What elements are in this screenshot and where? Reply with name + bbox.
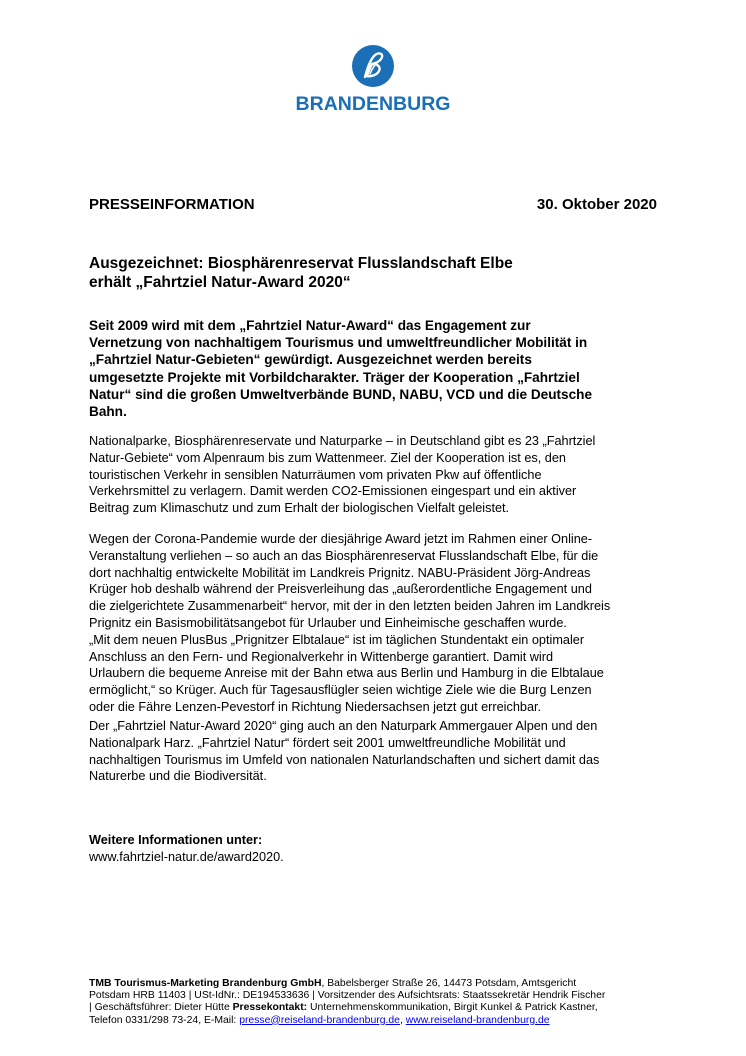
body-paragraph-1 xyxy=(89,433,657,517)
headline-line: erhält „Fahrtziel Natur-Award 2020“ xyxy=(89,274,351,291)
paragraph-line: Nationalpark Harz. „Fahrtziel Natur“ fördert seit 2001 umweltfreundliche Mobilität und xyxy=(89,735,566,750)
paragraph-line: Der „Fahrtziel Natur-Award 2020“ ging auch an den Naturpark Ammergauer Alpen und den xyxy=(89,719,598,733)
footer-separator: , xyxy=(399,1014,406,1026)
headline-line: Ausgezeichnet: Biosphärenreservat Flusslandschaft Elbe xyxy=(89,255,513,272)
lead-line: umgesetzte Projekte mit Vorbildcharakter. Träger der Kooperation „Fahrtziel xyxy=(89,369,580,385)
lead-paragraph xyxy=(89,317,657,420)
body-paragraph-2 xyxy=(89,531,657,716)
paragraph-line: Verkehrsmittel zu verlagern. Damit werden CO2-Emissionen eingespart und ein aktiver xyxy=(89,484,577,499)
website-link[interactable]: www.reiseland-brandenburg.de xyxy=(405,1014,550,1026)
paragraph-line: Beitrag zum Klimaschutz und zum Erhalt der biologischen Vielfalt geleistet. xyxy=(89,501,510,516)
paragraph-line: Krüger hob deshalb während der Preisverleihung das „außerordentliche Engagement und xyxy=(89,582,592,597)
lead-line: Seit 2009 wird mit dem „Fahrtziel Natur-Award“ das Engagement zur xyxy=(89,318,531,333)
paragraph-line: Anschluss an den Fern- und Regionalverkehr in Wittenberge garantiert. Damit wird xyxy=(89,649,554,664)
paragraph-line: „Mit dem neuen PlusBus „Prignitzer Elbtalaue“ ist im täglichen Stundentakt ein optimaler xyxy=(89,632,585,647)
body-paragraph-3 xyxy=(89,718,657,785)
footer-address: , Babelsberger Straße 26, 14473 Potsdam, Amtsgericht xyxy=(321,978,577,989)
more-info-url: www.fahrtziel-natur.de/award2020. xyxy=(89,849,284,864)
footer-line-4 xyxy=(89,1015,659,1027)
press-header xyxy=(89,196,657,216)
lead-line: Vernetzung von nachhaltigem Tourismus und umweltfreundlicher Mobilität in xyxy=(89,335,588,351)
paragraph-line: oder die Fähre Lenzen-Pevestorf in Richtung Niedersachsen jetzt gut erreichbar. xyxy=(89,699,542,714)
paragraph-line: Prignitz ein Basismobilitätsangebot für Urlauber und Einheimische geschaffen wurde. xyxy=(89,615,567,630)
footer xyxy=(89,978,659,1027)
paragraph-line: Naturerbe und die Biodiversität. xyxy=(89,769,267,784)
footer-phone: Telefon 0331/298 73-24, E-Mail: xyxy=(89,1014,240,1026)
footer-line-2: Potsdam HRB 11403 | USt-IdNr.: DE194533636 | Vorsitzender des Aufsichtsrats: Staatssekretär Hendrik Fischer xyxy=(89,990,606,1002)
more-info-label: Weitere Informationen unter: xyxy=(89,833,263,847)
lead-line: Natur“ sind die großen Umweltverbände BUND, NABU, VCD und die Deutsche xyxy=(89,386,593,402)
headline xyxy=(89,254,657,292)
paragraph-line: Wegen der Corona-Pandemie wurde der diesjährige Award jetzt im Rahmen einer Online- xyxy=(89,532,593,546)
paragraph-line: Nationalparke, Biosphärenreservate und Naturparke – in Deutschland gibt es 23 „Fahrtziel xyxy=(89,434,596,448)
brandenburg-emblem-icon xyxy=(351,44,395,88)
paragraph-line: Veranstaltung verliehen – so auch an das Biosphärenreservat Flusslandschaft Elbe, für die xyxy=(89,548,599,563)
press-date: 30. Oktober 2020 xyxy=(536,196,657,213)
paragraph-line: Natur-Gebiete“ vom Alpenraum bis zum Wattenmeer. Ziel der Kooperation ist es, den xyxy=(89,450,566,465)
paragraph-line: nachhaltigen Tourismus im Umfeld von nationalen Naturlandschaften und sichert damit das xyxy=(89,752,600,767)
press-email-link[interactable]: presse@reiseland-brandenburg.de xyxy=(239,1014,400,1026)
footer-company-name: TMB Tourismus-Marketing Brandenburg GmbH xyxy=(89,978,322,989)
logo-wordmark: BRANDENBURG xyxy=(295,93,451,115)
lead-line: „Fahrtziel Natur-Gebieten“ gewürdigt. Ausgezeichnet werden bereits xyxy=(89,352,532,368)
press-contact-names: Unternehmenskommunikation, Birgit Kunkel & Patrick Kastner, xyxy=(307,1002,598,1014)
footer-managing-director: | Geschäftsführer: Dieter Hütte xyxy=(89,1002,233,1014)
more-info xyxy=(89,832,284,866)
footer-line-3 xyxy=(89,1002,659,1014)
lead-line: Bahn. xyxy=(89,404,127,420)
footer-line-1 xyxy=(89,978,659,990)
paragraph-line: Urlaubern die bequeme Anreise mit der Bahn etwa aus Berlin und Hamburg in die Elbtalaue xyxy=(89,666,604,681)
press-contact-label: Pressekontakt: xyxy=(232,1002,308,1014)
paragraph-line: die zielgerichtete Zusammenarbeit“ hervor, mit der in den letzten beiden Jahren im Landkreis xyxy=(89,599,611,614)
paragraph-line: dort nachhaltig entwickelte Mobilität im Landkreis Prignitz. NABU-Präsident Jörg-Andreas xyxy=(89,565,591,580)
press-information-label: PRESSEINFORMATION xyxy=(89,196,255,213)
paragraph-line: ermöglicht,“ so Krüger. Auch für Tagesausflügler seien wichtige Ziele wie die Burg Lenzen xyxy=(89,683,592,698)
brandenburg-logo xyxy=(290,44,456,114)
paragraph-line: touristischen Verkehr in sensiblen Naturräumen vom privaten Pkw auf öffentliche xyxy=(89,467,542,482)
